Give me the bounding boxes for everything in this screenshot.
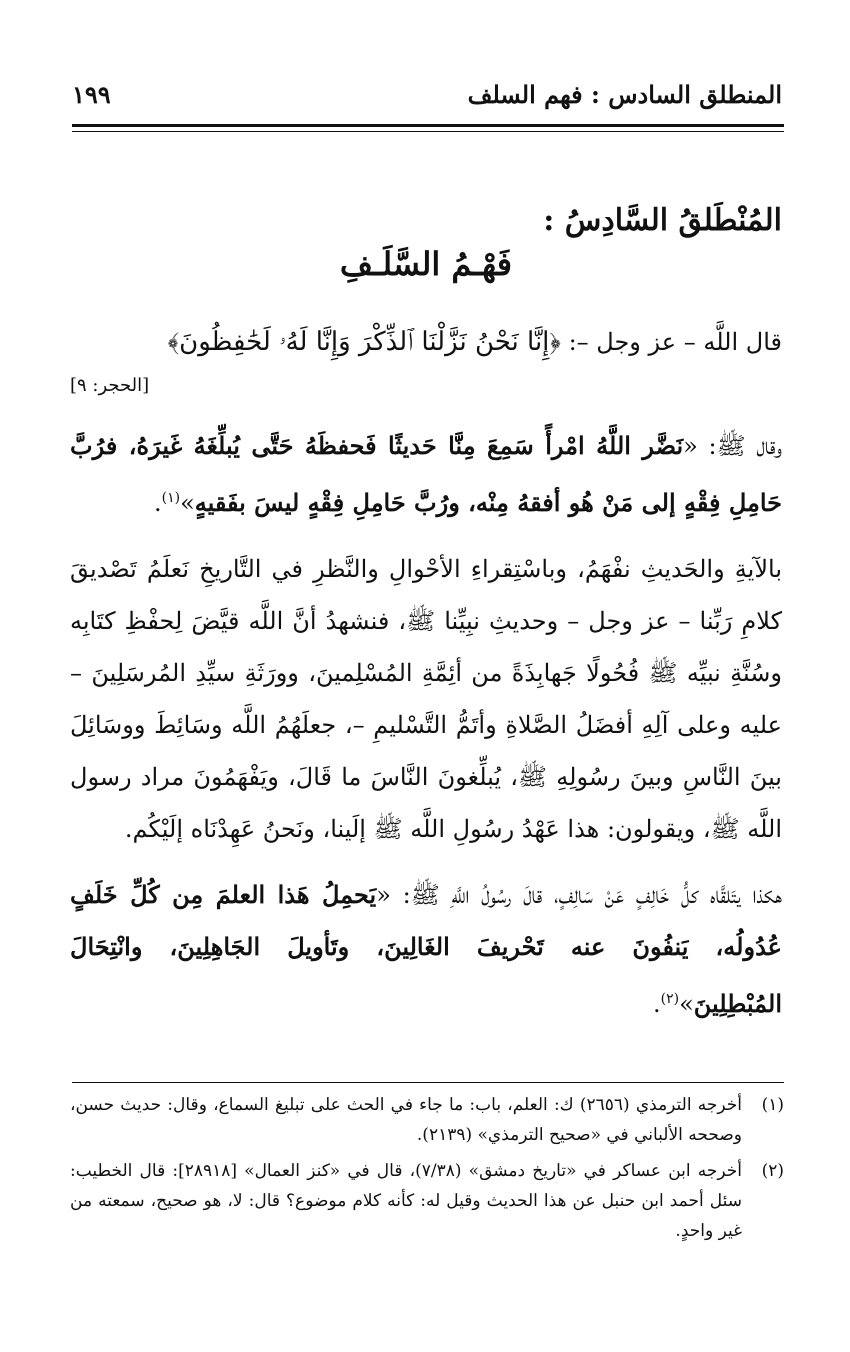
paragraph-commentary: بالآيةِ والحَديثِ نفْهَمُ، وباسْتِقراءِ الأحْوالِ والنَّظرِ في التَّاريخِ نَعلَمُ تَصْديقَ كلامِ رَبِّنا – عز وجل – وحديثِ نبِيِّنا ﷺ، فنشهدُ أنَّ اللَّه قيَّضَ لِحفْظِ كتَابِه وسُنَّةِ نبيِّه ﷺ فُحُولًا جَهابِذَةً من أئِمَّةِ المُسْلِمينَ، وورَثَةِ سيِّدِ المُرسَلِينَ – عليه وعلى آلِهِ أفضَلُ الصَّلاةِ وأتَمُّ التَّسْليمِ –، جعلَهُمُ اللَّه وسَائِطَ ووسَائِلَ بينَ النَّاسِ وبينَ رسُولِهِ ﷺ، يُبلِّغونَ النَّاسَ ما قَالَ، ويَفْهَمُونَ مراد رسول اللَّه ﷺ، ويقولون: هذا عَهْدُ رسُولِ اللَّه ﷺ إلَينا، ونَحنُ عَهِدْنَاه إلَيْكُم. xyxy=(70,554,782,843)
page-number: ١٩٩ xyxy=(72,80,111,109)
verse-reference: [الحجر: ٩] xyxy=(70,374,150,396)
main-text xyxy=(70,200,782,1044)
header-rule-thick xyxy=(72,124,784,127)
footnote-text: أخرجه الترمذي (٢٦٥٦) ك: العلم، باب: ما جاء في الحث على تبليغ السماع، وقال: حديث حسن، وصححه الألباني في «صحيح الترمذي» (٢١٣٩). xyxy=(70,1095,742,1145)
footnote-1 xyxy=(70,1090,784,1150)
hadith-1-close: » xyxy=(180,488,195,517)
quran-verse: ﴿إِنَّا نَحْنُ نَزَّلْنَا ٱلذِّكْرَ وَإِنَّا لَهُۥ لَحَٰفِظُونَ﴾ xyxy=(167,326,561,357)
footnote-number: (٢) xyxy=(761,1161,784,1181)
chapter-kicker: المُنْطَلقُ السَّادِسُ : xyxy=(543,203,782,238)
footnote-number: (١) xyxy=(761,1095,784,1115)
quran-intro: قال اللَّه – عز وجل –: xyxy=(568,327,782,356)
footnote-mark-2[interactable]: (٢) xyxy=(660,990,680,1007)
footnote-text: أخرجه ابن عساكر في «تاريخ دمشق» (٧/٣٨)، قال في «كنز العمال» [٢٨٩١٨]: قال الخطيب: سئل أحمد ابن حنبل عن هذا الحديث وقيل له: كأنه كلام موضوع؟ قال: لا، هو صحيح، سمعته من غير واحدٍ. xyxy=(70,1161,743,1241)
paragraph-hadith-2 xyxy=(70,869,782,1030)
page-header xyxy=(72,78,782,118)
running-title: المنطلق السادس : فهم السلف xyxy=(467,80,782,109)
chapter-title: فَهْـمُ السَّلَـفِ xyxy=(339,245,513,283)
hadith-1-text: نَضَّر اللَّهُ امْرأً سَمِعَ مِنَّا حَديثًا فَحفظَهُ حَتَّى يُبلِّغَهُ غَيرَهُ، فرُبَّ حَامِلِ فِقْهٍ إلى مَنْ هُو أفقهُ مِنْه، ورُبَّ حَامِلِ فِقْهٍ ليسَ بفَقيهٍ xyxy=(70,430,782,517)
paragraph-quran xyxy=(70,316,782,368)
paragraph-hadith-1 xyxy=(70,420,782,529)
footnotes xyxy=(70,1090,784,1252)
hadith-2-intro: هكذا يتَلقَّاه كلُّ خَالِفٍ عَنْ سَالِفٍ، قالَ رسُولُ اللَّهِ ﷺ: « xyxy=(376,880,782,909)
hadith-2-end: . xyxy=(652,989,661,1018)
footnote-2 xyxy=(70,1156,784,1246)
footnote-mark-1[interactable]: (١) xyxy=(161,489,181,506)
header-rule-thin xyxy=(72,131,784,132)
hadith-2-text: يَحمِلُ هَذا العلمَ مِن كُلِّ خَلَفٍ عُدُولُه، يَنفُونَ عنه تَحْريفَ الغَالِينَ، وتَأويلَ الجَاهِلِينَ، وانْتِحَالَ المُبْطِلِينَ xyxy=(70,879,782,1018)
footnote-separator xyxy=(72,1082,784,1083)
hadith-2-close: » xyxy=(679,989,694,1018)
hadith-1-intro: وقال ﷺ: « xyxy=(683,431,782,460)
hadith-1-end: . xyxy=(153,488,162,517)
